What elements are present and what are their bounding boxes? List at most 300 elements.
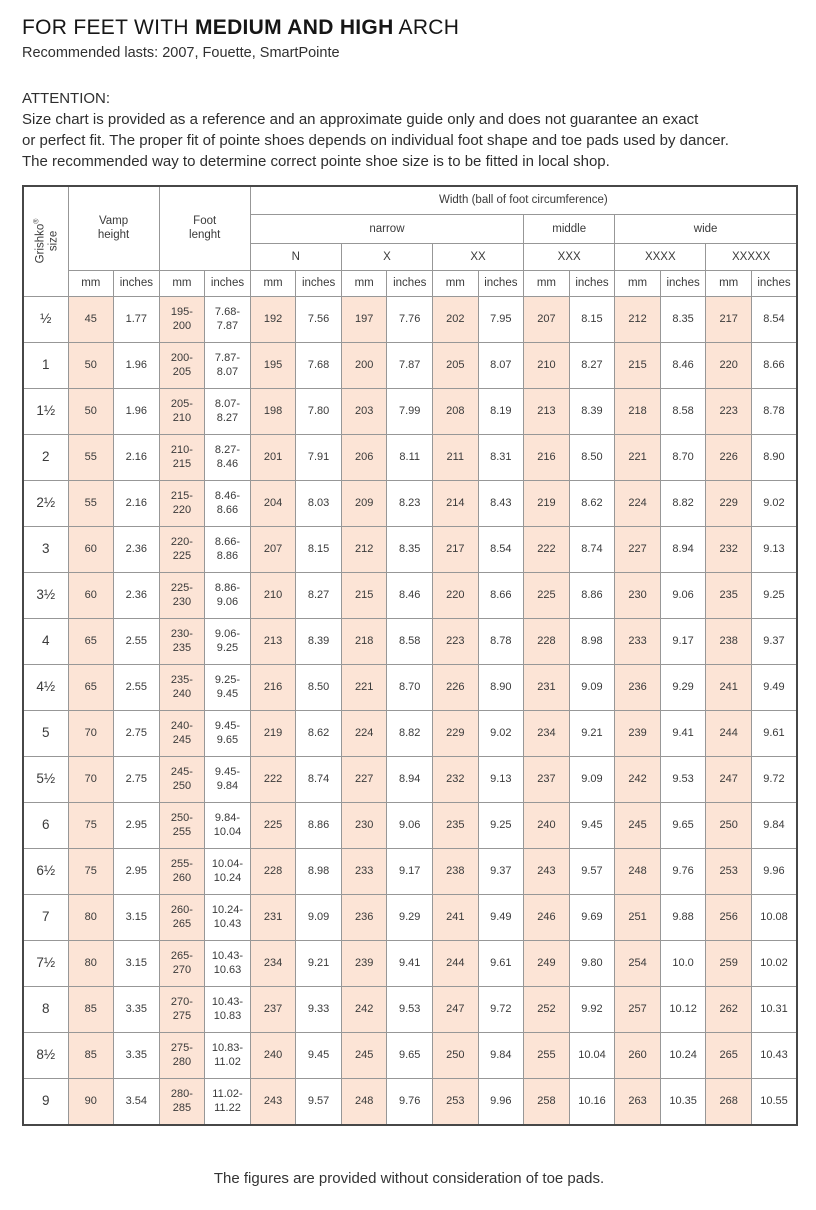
xx-inches-cell: 9.72 bbox=[478, 986, 524, 1032]
xx-inches-cell: 9.84 bbox=[478, 1032, 524, 1078]
title-prefix: FOR FEET WITH bbox=[22, 16, 195, 39]
size-cell: 2½ bbox=[23, 480, 68, 526]
n-inches-cell: 8.15 bbox=[296, 526, 342, 572]
vamp-mm-cell: 60 bbox=[68, 572, 114, 618]
unit-inches: inches bbox=[114, 270, 160, 296]
attention-label: ATTENTION: bbox=[22, 90, 111, 107]
size-label: size bbox=[47, 231, 60, 252]
xxxxx-mm-cell: 256 bbox=[706, 894, 752, 940]
xx-mm-cell: 229 bbox=[433, 710, 479, 756]
table-row bbox=[23, 388, 797, 434]
vamp-mm-cell: 70 bbox=[68, 710, 114, 756]
foot-inches-cell: 8.46- 8.66 bbox=[205, 480, 251, 526]
foot-inches-cell: 9.25- 9.45 bbox=[205, 664, 251, 710]
width-header: Width (ball of foot circumference) bbox=[250, 186, 797, 214]
registered-mark: ® bbox=[33, 218, 41, 225]
xxx-mm-cell: 252 bbox=[524, 986, 570, 1032]
x-inches-cell: 8.23 bbox=[387, 480, 433, 526]
foot-mm-cell: 200- 205 bbox=[159, 342, 205, 388]
width-col-xxx: XXX bbox=[524, 243, 615, 270]
recommended-lasts: Recommended lasts: 2007, Fouette, SmartPointe bbox=[22, 45, 340, 61]
xxxxx-mm-cell: 241 bbox=[706, 664, 752, 710]
vamp-mm-cell: 90 bbox=[68, 1078, 114, 1125]
foot-inches-cell: 8.07- 8.27 bbox=[205, 388, 251, 434]
unit-mm: mm bbox=[68, 270, 114, 296]
xx-inches-cell: 8.43 bbox=[478, 480, 524, 526]
xxx-inches-cell: 8.27 bbox=[569, 342, 615, 388]
xxxxx-inches-cell: 9.96 bbox=[751, 848, 797, 894]
unit-inches: inches bbox=[387, 270, 433, 296]
xxxx-mm-cell: 257 bbox=[615, 986, 661, 1032]
title-emphasis: MEDIUM AND HIGH bbox=[194, 16, 394, 39]
xxx-inches-cell: 8.39 bbox=[569, 388, 615, 434]
table-row bbox=[23, 710, 797, 756]
x-mm-cell: 245 bbox=[341, 1032, 387, 1078]
foot-mm-cell: 225- 230 bbox=[159, 572, 205, 618]
size-cell: 6½ bbox=[23, 848, 68, 894]
vamp-mm-cell: 45 bbox=[68, 296, 114, 342]
x-mm-cell: 203 bbox=[341, 388, 387, 434]
xxx-mm-cell: 240 bbox=[524, 802, 570, 848]
foot-mm-cell: 245- 250 bbox=[159, 756, 205, 802]
xx-mm-cell: 250 bbox=[433, 1032, 479, 1078]
xx-mm-cell: 205 bbox=[433, 342, 479, 388]
xx-mm-cell: 211 bbox=[433, 434, 479, 480]
x-inches-cell: 8.82 bbox=[387, 710, 433, 756]
xx-inches-cell: 9.02 bbox=[478, 710, 524, 756]
size-table-body bbox=[23, 296, 797, 1125]
grishko-label: Grishko bbox=[34, 224, 47, 264]
vamp-mm-cell: 65 bbox=[68, 664, 114, 710]
xxx-inches-cell: 8.15 bbox=[569, 296, 615, 342]
width-col-xxxxx: XXXXX bbox=[706, 243, 797, 270]
table-row bbox=[23, 572, 797, 618]
size-cell: 5 bbox=[23, 710, 68, 756]
n-mm-cell: 243 bbox=[250, 1078, 296, 1125]
foot-mm-cell: 205- 210 bbox=[159, 388, 205, 434]
foot-inches-cell: 9.45- 9.65 bbox=[205, 710, 251, 756]
n-inches-cell: 8.98 bbox=[296, 848, 342, 894]
xx-mm-cell: 226 bbox=[433, 664, 479, 710]
foot-mm-cell: 235- 240 bbox=[159, 664, 205, 710]
x-mm-cell: 239 bbox=[341, 940, 387, 986]
table-row bbox=[23, 940, 797, 986]
xxxx-inches-cell: 9.65 bbox=[660, 802, 706, 848]
xxx-mm-cell: 249 bbox=[524, 940, 570, 986]
x-mm-cell: 197 bbox=[341, 296, 387, 342]
vamp-mm-cell: 75 bbox=[68, 802, 114, 848]
xxx-mm-cell: 237 bbox=[524, 756, 570, 802]
x-inches-cell: 9.17 bbox=[387, 848, 433, 894]
xxx-inches-cell: 9.92 bbox=[569, 986, 615, 1032]
xxx-mm-cell: 225 bbox=[524, 572, 570, 618]
x-mm-cell: 221 bbox=[341, 664, 387, 710]
vamp-inches-cell: 3.15 bbox=[114, 940, 160, 986]
xxx-mm-cell: 246 bbox=[524, 894, 570, 940]
x-inches-cell: 8.46 bbox=[387, 572, 433, 618]
xxxx-inches-cell: 9.88 bbox=[660, 894, 706, 940]
x-mm-cell: 230 bbox=[341, 802, 387, 848]
xxxxx-inches-cell: 9.72 bbox=[751, 756, 797, 802]
xxx-inches-cell: 8.74 bbox=[569, 526, 615, 572]
xxxx-inches-cell: 9.29 bbox=[660, 664, 706, 710]
xxx-mm-cell: 222 bbox=[524, 526, 570, 572]
xxxxx-mm-cell: 232 bbox=[706, 526, 752, 572]
attention-line: or perfect fit. The proper fit of pointe shoes depends on individual foot shape and toe pads used by dancer. bbox=[22, 132, 729, 149]
title-suffix: ARCH bbox=[393, 16, 460, 39]
xxxx-mm-cell: 233 bbox=[615, 618, 661, 664]
n-mm-cell: 228 bbox=[250, 848, 296, 894]
xxxx-inches-cell: 9.76 bbox=[660, 848, 706, 894]
width-col-xx: XX bbox=[433, 243, 524, 270]
xxxx-mm-cell: 230 bbox=[615, 572, 661, 618]
xxxxx-mm-cell: 244 bbox=[706, 710, 752, 756]
x-mm-cell: 215 bbox=[341, 572, 387, 618]
size-cell: 8 bbox=[23, 986, 68, 1032]
vamp-mm-cell: 85 bbox=[68, 986, 114, 1032]
table-row bbox=[23, 986, 797, 1032]
xxxxx-mm-cell: 265 bbox=[706, 1032, 752, 1078]
vamp-inches-cell: 1.77 bbox=[114, 296, 160, 342]
xx-inches-cell: 9.49 bbox=[478, 894, 524, 940]
table-row bbox=[23, 526, 797, 572]
foot-mm-cell: 240- 245 bbox=[159, 710, 205, 756]
n-inches-cell: 8.50 bbox=[296, 664, 342, 710]
table-row bbox=[23, 1078, 797, 1125]
n-inches-cell: 7.56 bbox=[296, 296, 342, 342]
width-group-middle: middle bbox=[524, 214, 615, 243]
xxxx-inches-cell: 10.24 bbox=[660, 1032, 706, 1078]
table-row bbox=[23, 664, 797, 710]
vamp-mm-cell: 50 bbox=[68, 342, 114, 388]
xx-inches-cell: 9.13 bbox=[478, 756, 524, 802]
vamp-mm-cell: 50 bbox=[68, 388, 114, 434]
xxxx-mm-cell: 215 bbox=[615, 342, 661, 388]
vamp-inches-cell: 3.35 bbox=[114, 1032, 160, 1078]
xxx-inches-cell: 8.62 bbox=[569, 480, 615, 526]
foot-mm-cell: 255- 260 bbox=[159, 848, 205, 894]
foot-inches-cell: 8.66- 8.86 bbox=[205, 526, 251, 572]
xx-inches-cell: 9.96 bbox=[478, 1078, 524, 1125]
unit-mm: mm bbox=[341, 270, 387, 296]
xxxxx-mm-cell: 217 bbox=[706, 296, 752, 342]
foot-mm-cell: 250- 255 bbox=[159, 802, 205, 848]
xx-mm-cell: 238 bbox=[433, 848, 479, 894]
vamp-inches-cell: 1.96 bbox=[114, 388, 160, 434]
table-row bbox=[23, 342, 797, 388]
xxxx-mm-cell: 212 bbox=[615, 296, 661, 342]
xx-inches-cell: 8.54 bbox=[478, 526, 524, 572]
x-inches-cell: 8.58 bbox=[387, 618, 433, 664]
vamp-inches-cell: 1.96 bbox=[114, 342, 160, 388]
n-inches-cell: 7.80 bbox=[296, 388, 342, 434]
vamp-mm-cell: 85 bbox=[68, 1032, 114, 1078]
xxxx-mm-cell: 254 bbox=[615, 940, 661, 986]
foot-inches-cell: 9.84- 10.04 bbox=[205, 802, 251, 848]
n-inches-cell: 8.27 bbox=[296, 572, 342, 618]
corner-grishko-size-label bbox=[23, 186, 68, 296]
xxxxx-mm-cell: 229 bbox=[706, 480, 752, 526]
vamp-mm-cell: 80 bbox=[68, 894, 114, 940]
x-inches-cell: 8.70 bbox=[387, 664, 433, 710]
vamp-height-header: Vamp height bbox=[68, 186, 159, 270]
page-title bbox=[22, 16, 796, 40]
size-cell: 5½ bbox=[23, 756, 68, 802]
xxx-inches-cell: 10.04 bbox=[569, 1032, 615, 1078]
xxxx-inches-cell: 9.06 bbox=[660, 572, 706, 618]
vamp-mm-cell: 55 bbox=[68, 480, 114, 526]
xxxx-inches-cell: 10.0 bbox=[660, 940, 706, 986]
xxxx-inches-cell: 8.58 bbox=[660, 388, 706, 434]
table-row bbox=[23, 480, 797, 526]
n-mm-cell: 237 bbox=[250, 986, 296, 1032]
unit-inches: inches bbox=[660, 270, 706, 296]
n-mm-cell: 195 bbox=[250, 342, 296, 388]
unit-inches: inches bbox=[569, 270, 615, 296]
xxxx-mm-cell: 224 bbox=[615, 480, 661, 526]
xxxx-mm-cell: 218 bbox=[615, 388, 661, 434]
n-inches-cell: 9.21 bbox=[296, 940, 342, 986]
n-mm-cell: 222 bbox=[250, 756, 296, 802]
table-row bbox=[23, 618, 797, 664]
xxx-inches-cell: 9.09 bbox=[569, 756, 615, 802]
size-cell: 7 bbox=[23, 894, 68, 940]
xx-mm-cell: 253 bbox=[433, 1078, 479, 1125]
unit-mm: mm bbox=[250, 270, 296, 296]
xxxx-inches-cell: 8.70 bbox=[660, 434, 706, 480]
xx-mm-cell: 220 bbox=[433, 572, 479, 618]
xxx-inches-cell: 9.80 bbox=[569, 940, 615, 986]
x-mm-cell: 206 bbox=[341, 434, 387, 480]
xxxxx-inches-cell: 10.02 bbox=[751, 940, 797, 986]
xxxxx-inches-cell: 9.37 bbox=[751, 618, 797, 664]
xxxx-inches-cell: 10.35 bbox=[660, 1078, 706, 1125]
xxx-inches-cell: 8.50 bbox=[569, 434, 615, 480]
width-group-narrow: narrow bbox=[250, 214, 523, 243]
unit-inches: inches bbox=[296, 270, 342, 296]
xx-mm-cell: 247 bbox=[433, 986, 479, 1032]
xxxxx-mm-cell: 250 bbox=[706, 802, 752, 848]
xxxx-mm-cell: 260 bbox=[615, 1032, 661, 1078]
x-inches-cell: 9.76 bbox=[387, 1078, 433, 1125]
n-inches-cell: 8.74 bbox=[296, 756, 342, 802]
table-row bbox=[23, 894, 797, 940]
vamp-inches-cell: 2.75 bbox=[114, 710, 160, 756]
table-row bbox=[23, 296, 797, 342]
n-mm-cell: 198 bbox=[250, 388, 296, 434]
xxxxx-inches-cell: 9.13 bbox=[751, 526, 797, 572]
vamp-inches-cell: 3.35 bbox=[114, 986, 160, 1032]
xxxxx-inches-cell: 9.49 bbox=[751, 664, 797, 710]
xxxx-mm-cell: 251 bbox=[615, 894, 661, 940]
vamp-inches-cell: 2.95 bbox=[114, 848, 160, 894]
footnote: The figures are provided without consideration of toe pads. bbox=[213, 1169, 605, 1187]
n-inches-cell: 7.91 bbox=[296, 434, 342, 480]
xxxxx-inches-cell: 9.02 bbox=[751, 480, 797, 526]
xxxx-inches-cell: 9.17 bbox=[660, 618, 706, 664]
vamp-inches-cell: 2.75 bbox=[114, 756, 160, 802]
size-cell: 3 bbox=[23, 526, 68, 572]
vamp-inches-cell: 2.55 bbox=[114, 664, 160, 710]
xxx-inches-cell: 10.16 bbox=[569, 1078, 615, 1125]
xxxx-mm-cell: 221 bbox=[615, 434, 661, 480]
xxx-mm-cell: 258 bbox=[524, 1078, 570, 1125]
xxxx-inches-cell: 8.35 bbox=[660, 296, 706, 342]
n-inches-cell: 9.09 bbox=[296, 894, 342, 940]
x-inches-cell: 7.76 bbox=[387, 296, 433, 342]
xxxxx-inches-cell: 10.08 bbox=[751, 894, 797, 940]
xxx-inches-cell: 8.86 bbox=[569, 572, 615, 618]
size-cell: 2 bbox=[23, 434, 68, 480]
n-mm-cell: 207 bbox=[250, 526, 296, 572]
n-mm-cell: 210 bbox=[250, 572, 296, 618]
vamp-inches-cell: 3.54 bbox=[114, 1078, 160, 1125]
xxx-mm-cell: 231 bbox=[524, 664, 570, 710]
xxxxx-inches-cell: 8.78 bbox=[751, 388, 797, 434]
xxxxx-mm-cell: 226 bbox=[706, 434, 752, 480]
x-inches-cell: 8.11 bbox=[387, 434, 433, 480]
xxxxx-mm-cell: 223 bbox=[706, 388, 752, 434]
n-inches-cell: 9.57 bbox=[296, 1078, 342, 1125]
vamp-mm-cell: 75 bbox=[68, 848, 114, 894]
xx-inches-cell: 8.66 bbox=[478, 572, 524, 618]
n-inches-cell: 8.62 bbox=[296, 710, 342, 756]
size-cell: 1½ bbox=[23, 388, 68, 434]
attention-line: Size chart is provided as a reference and an approximate guide only and does not guarantee an exact bbox=[22, 111, 699, 128]
size-cell: 7½ bbox=[23, 940, 68, 986]
xxxxx-inches-cell: 8.90 bbox=[751, 434, 797, 480]
n-mm-cell: 219 bbox=[250, 710, 296, 756]
xxx-mm-cell: 216 bbox=[524, 434, 570, 480]
xx-mm-cell: 223 bbox=[433, 618, 479, 664]
n-mm-cell: 201 bbox=[250, 434, 296, 480]
foot-inches-cell: 10.43- 10.83 bbox=[205, 986, 251, 1032]
xx-inches-cell: 8.90 bbox=[478, 664, 524, 710]
foot-inches-cell: 9.06- 9.25 bbox=[205, 618, 251, 664]
width-col-n: N bbox=[250, 243, 341, 270]
vamp-inches-cell: 2.36 bbox=[114, 572, 160, 618]
xxx-mm-cell: 219 bbox=[524, 480, 570, 526]
foot-inches-cell: 7.68- 7.87 bbox=[205, 296, 251, 342]
x-mm-cell: 224 bbox=[341, 710, 387, 756]
n-inches-cell: 8.86 bbox=[296, 802, 342, 848]
size-cell: 6 bbox=[23, 802, 68, 848]
xxxx-mm-cell: 236 bbox=[615, 664, 661, 710]
x-mm-cell: 200 bbox=[341, 342, 387, 388]
size-cell: 9 bbox=[23, 1078, 68, 1125]
xxxxx-inches-cell: 9.84 bbox=[751, 802, 797, 848]
n-mm-cell: 225 bbox=[250, 802, 296, 848]
xxx-inches-cell: 9.09 bbox=[569, 664, 615, 710]
x-inches-cell: 9.65 bbox=[387, 1032, 433, 1078]
xxx-inches-cell: 9.21 bbox=[569, 710, 615, 756]
xx-mm-cell: 217 bbox=[433, 526, 479, 572]
xx-mm-cell: 235 bbox=[433, 802, 479, 848]
vamp-inches-cell: 2.16 bbox=[114, 434, 160, 480]
width-col-xxxx: XXXX bbox=[615, 243, 706, 270]
xxx-mm-cell: 210 bbox=[524, 342, 570, 388]
xxx-mm-cell: 207 bbox=[524, 296, 570, 342]
foot-inches-cell: 11.02- 11.22 bbox=[205, 1078, 251, 1125]
x-mm-cell: 236 bbox=[341, 894, 387, 940]
xxxx-inches-cell: 9.41 bbox=[660, 710, 706, 756]
x-mm-cell: 218 bbox=[341, 618, 387, 664]
xxxx-mm-cell: 263 bbox=[615, 1078, 661, 1125]
table-header bbox=[23, 186, 797, 296]
size-cell: 4 bbox=[23, 618, 68, 664]
table-row bbox=[23, 848, 797, 894]
x-mm-cell: 227 bbox=[341, 756, 387, 802]
vamp-inches-cell: 2.55 bbox=[114, 618, 160, 664]
foot-inches-cell: 10.43- 10.63 bbox=[205, 940, 251, 986]
xxxx-inches-cell: 10.12 bbox=[660, 986, 706, 1032]
foot-mm-cell: 270- 275 bbox=[159, 986, 205, 1032]
xxxx-inches-cell: 8.46 bbox=[660, 342, 706, 388]
x-mm-cell: 233 bbox=[341, 848, 387, 894]
x-mm-cell: 248 bbox=[341, 1078, 387, 1125]
foot-length-header: Foot lenght bbox=[159, 186, 250, 270]
n-inches-cell: 8.03 bbox=[296, 480, 342, 526]
xxxxx-mm-cell: 268 bbox=[706, 1078, 752, 1125]
foot-inches-cell: 8.86- 9.06 bbox=[205, 572, 251, 618]
size-cell: 8½ bbox=[23, 1032, 68, 1078]
n-mm-cell: 240 bbox=[250, 1032, 296, 1078]
vamp-mm-cell: 60 bbox=[68, 526, 114, 572]
xx-inches-cell: 8.19 bbox=[478, 388, 524, 434]
xxxx-inches-cell: 8.94 bbox=[660, 526, 706, 572]
xxxx-mm-cell: 248 bbox=[615, 848, 661, 894]
vamp-inches-cell: 3.15 bbox=[114, 894, 160, 940]
x-mm-cell: 212 bbox=[341, 526, 387, 572]
xxxx-mm-cell: 242 bbox=[615, 756, 661, 802]
n-mm-cell: 192 bbox=[250, 296, 296, 342]
xxx-inches-cell: 9.57 bbox=[569, 848, 615, 894]
unit-mm: mm bbox=[433, 270, 479, 296]
xx-mm-cell: 232 bbox=[433, 756, 479, 802]
n-inches-cell: 7.68 bbox=[296, 342, 342, 388]
xxxxx-mm-cell: 238 bbox=[706, 618, 752, 664]
xxxx-inches-cell: 8.82 bbox=[660, 480, 706, 526]
xxxxx-mm-cell: 259 bbox=[706, 940, 752, 986]
foot-mm-cell: 260- 265 bbox=[159, 894, 205, 940]
xxx-mm-cell: 234 bbox=[524, 710, 570, 756]
xxx-inches-cell: 9.45 bbox=[569, 802, 615, 848]
xxx-inches-cell: 9.69 bbox=[569, 894, 615, 940]
xx-inches-cell: 9.25 bbox=[478, 802, 524, 848]
xxx-mm-cell: 255 bbox=[524, 1032, 570, 1078]
xxxx-mm-cell: 239 bbox=[615, 710, 661, 756]
n-mm-cell: 204 bbox=[250, 480, 296, 526]
xxx-mm-cell: 228 bbox=[524, 618, 570, 664]
xx-inches-cell: 8.31 bbox=[478, 434, 524, 480]
vamp-mm-cell: 80 bbox=[68, 940, 114, 986]
attention-block bbox=[22, 88, 796, 172]
unit-inches: inches bbox=[478, 270, 524, 296]
table-row bbox=[23, 434, 797, 480]
table-row bbox=[23, 1032, 797, 1078]
x-inches-cell: 9.06 bbox=[387, 802, 433, 848]
x-inches-cell: 9.29 bbox=[387, 894, 433, 940]
xxxxx-mm-cell: 253 bbox=[706, 848, 752, 894]
xx-inches-cell: 7.95 bbox=[478, 296, 524, 342]
foot-mm-cell: 265- 270 bbox=[159, 940, 205, 986]
unit-mm: mm bbox=[615, 270, 661, 296]
foot-mm-cell: 220- 225 bbox=[159, 526, 205, 572]
x-inches-cell: 7.87 bbox=[387, 342, 433, 388]
foot-mm-cell: 275- 280 bbox=[159, 1032, 205, 1078]
vamp-mm-cell: 65 bbox=[68, 618, 114, 664]
xx-mm-cell: 202 bbox=[433, 296, 479, 342]
